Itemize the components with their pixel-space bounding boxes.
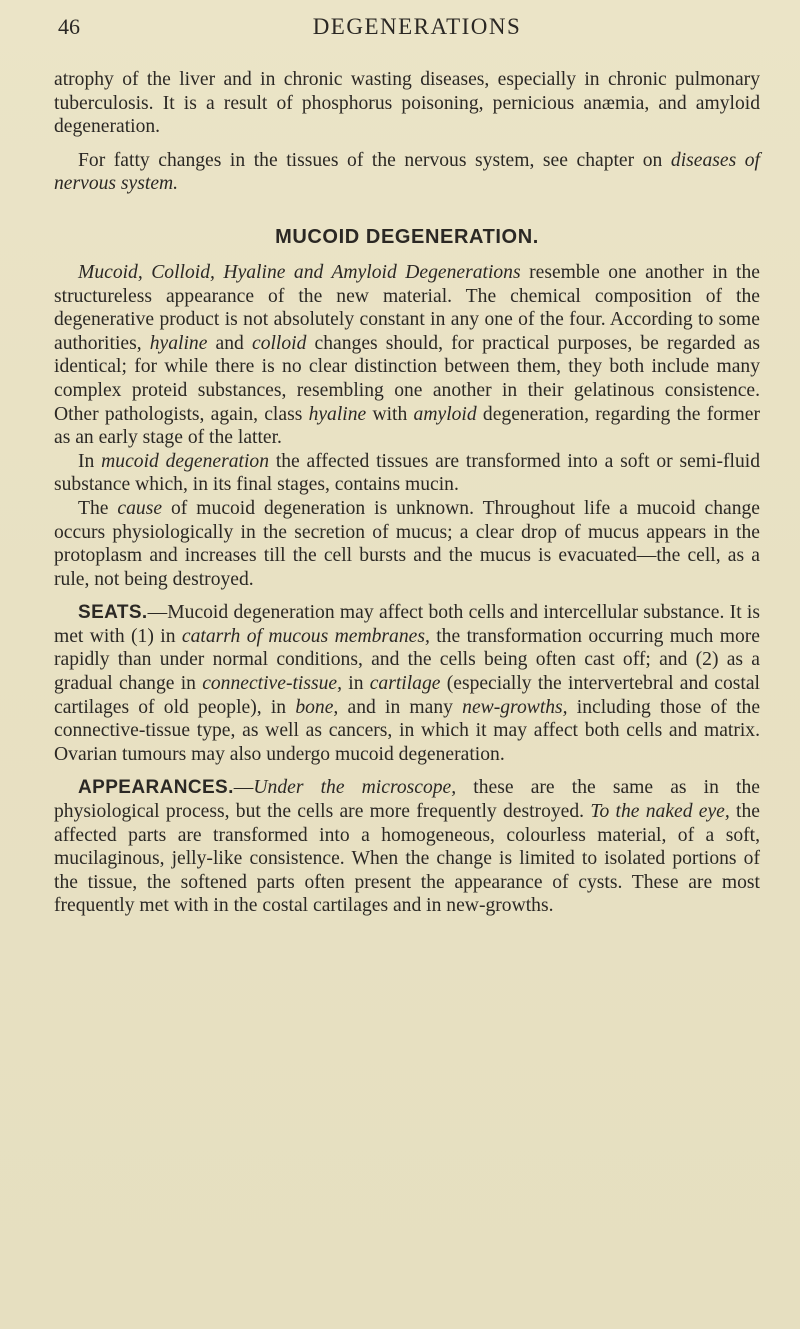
intro-paragraph — [54, 68, 760, 139]
nervous-text: For fatty changes in the tissues of the nervous system, see chapter on — [78, 149, 671, 171]
nervous-text-italic: diseases of nervous system. — [54, 149, 761, 195]
mucoid-paragraph: In mucoid degeneration the affected tissues are transformed into a soft or semi-fluid substance which, in its final stages, contains mucin. — [54, 450, 760, 496]
amyloid-term: amyloid — [413, 403, 477, 425]
colloid-term: colloid — [252, 332, 307, 354]
definition-paragraph: Mucoid, Colloid, Hyaline and Amyloid Degenerations resemble one another in the structureless appearance of the new material. The chemical composition of the degenerative product is not absolutely constant in any one of the four. According to some authorities, hyaline and colloid changes should, for practical purposes, be regarded as identical; for while there is no clear distinction between them, they both include many complex proteid substances, resembling one another in their gelatinous consistence. Other pathologists, again, class hyaline with amyloid degeneration, regarding the former as an early stage of the latter. — [54, 261, 760, 449]
hyaline-term-2: hyaline — [308, 403, 367, 425]
nervous-system-paragraph — [54, 149, 760, 196]
intro-text: atrophy of the liver and in chronic wasting diseases, especially in chronic pulmonary tuberculosis. It is a result of phosphorus poisoning, pernicious anæmia, and amyloid degeneration. — [54, 69, 760, 138]
seats-paragraph: SEATS.—Mucoid degeneration may affect both cells and intercellular substance. It is met with (1) in catarrh of mucous membranes, the transformation occurring much more rapidly than under normal conditions, and the cells being often cast off; and (2) as a gradual change in connective-tissue, in cartilage (especially the intervertebral and costal cartilages of old people), in bone, and in many new-growths, including those of the connective-tissue type, as well as cancers, in which it may affect both cells and matrix. Ovarian tumours may also undergo mucoid degeneration. — [54, 602, 761, 765]
cause-paragraph: The cause of mucoid degeneration is unknown. Throughout life a mucoid change occurs physiologically in the secretion of mucus; a clear drop of mucus appears in the protoplasm and increases till the cell bursts and the mucus is evacuated—the cell, as a rule, not being destroyed. — [54, 497, 760, 590]
running-head — [54, 0, 760, 68]
seats-heading: SEATS. — [78, 602, 148, 624]
section-title: MUCOID DEGENERATION. — [275, 225, 539, 248]
degenerations-term: Mucoid, Colloid, Hyaline and Amyloid Degenerations — [78, 261, 521, 283]
page-number: 46 — [58, 14, 80, 39]
hyaline-term: hyaline — [149, 332, 208, 354]
cause-term: cause — [117, 497, 163, 519]
appearances-paragraph: APPEARANCES.—Under the microscope, these are the same as in the physiological process, but the cells are more frequently destroyed. To the naked eye, the affected parts are transformed into a homogeneous, colourless material, of a soft, mucilaginous, jelly-like consistence. When the change is limited to isolated portions of the tissue, the softened parts often present the appearance of cysts. These are most frequently met with in the costal cartilages and in new-growths. — [54, 777, 760, 917]
appearances-heading: APPEARANCES. — [78, 777, 234, 799]
mucoid-term: mucoid degeneration — [101, 450, 270, 472]
running-title: DEGENERATIONS — [312, 14, 522, 39]
